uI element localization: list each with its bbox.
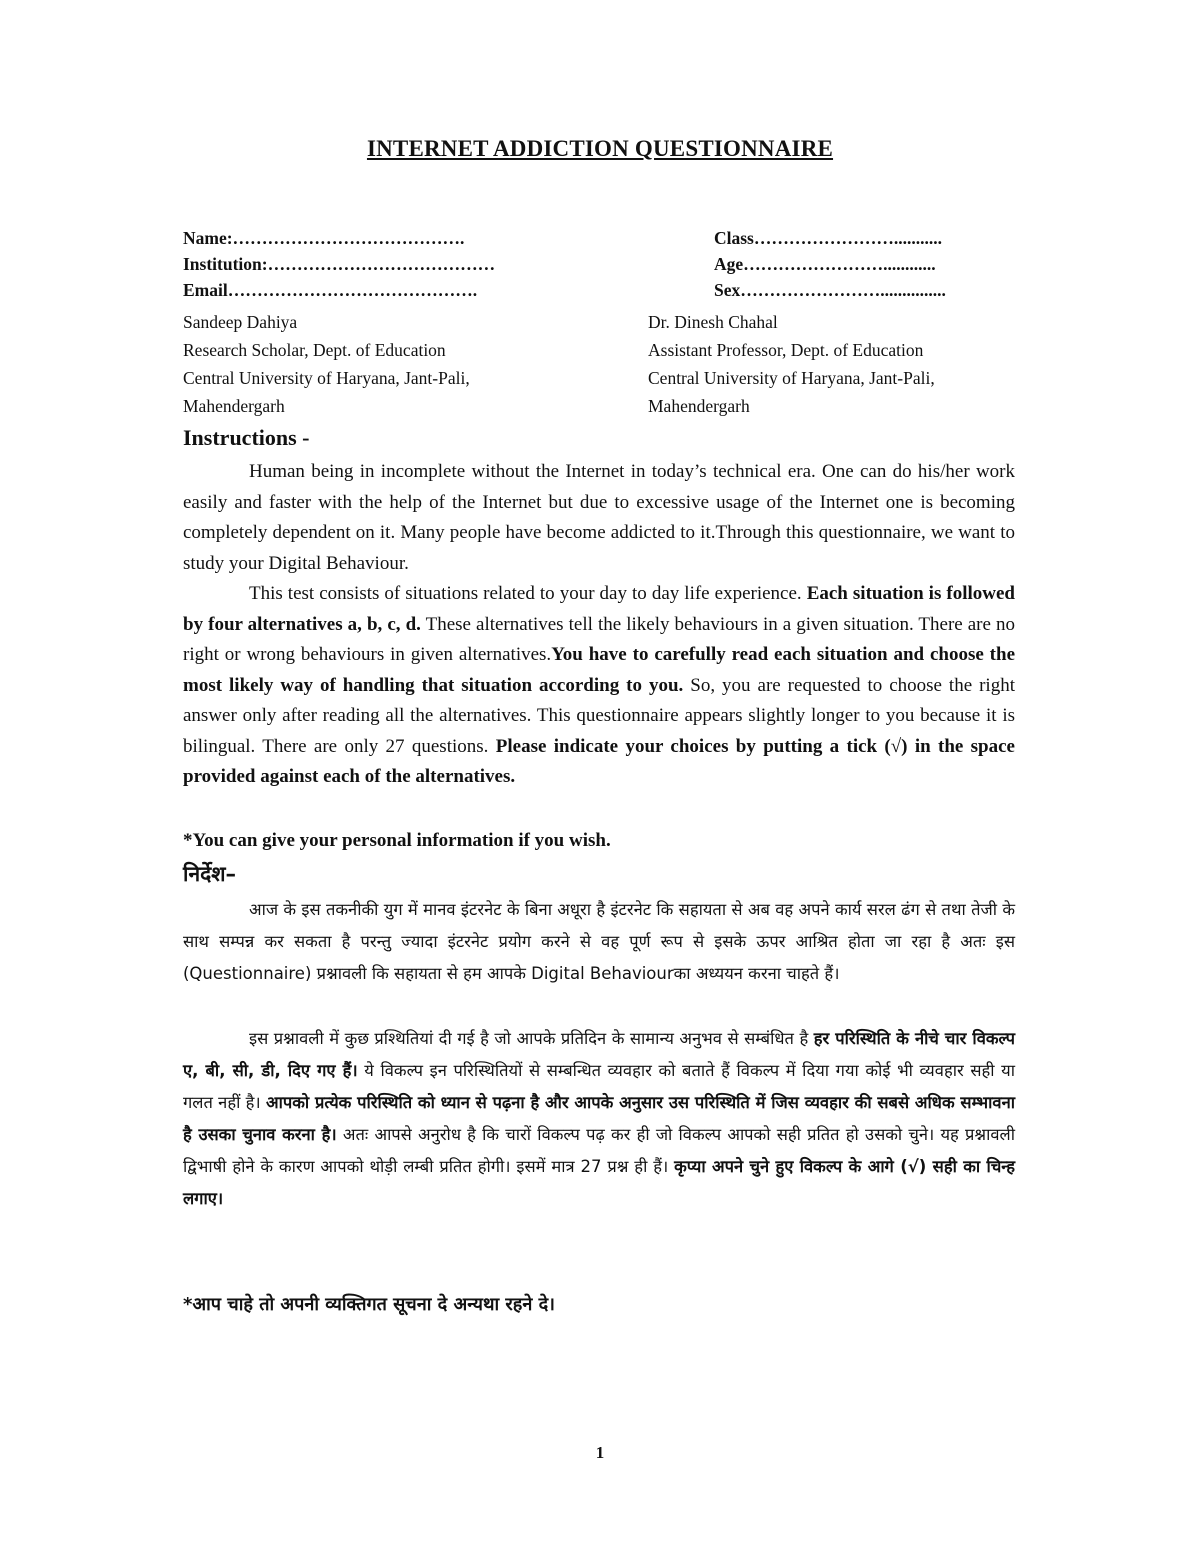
author-left-name: Sandeep Dahiya — [183, 312, 298, 332]
authors-block — [183, 312, 1023, 424]
page-title: INTERNET ADDICTION QUESTIONNAIRE — [366, 136, 834, 161]
instructions-paragraph-2: This test consists of situations related to your day to day life experience. Each situation is followed by four alternatives a, b, c, d. These alternatives tell the likely behaviours in a given situation. There are no right or wrong behaviours in given alternatives.You have to carefully read each situation and choose the most likely way of handling that situation according to you. So, you are requested to choose the right answer only after reading all the alternatives. This questionnaire appears slightly longer to you because it is bilingual. There are only 27 questions. Please indicate your choices by putting a tick (√) in the space provided against each of the alternatives. — [183, 583, 1016, 787]
sex-field: Sex……………………............... — [714, 280, 946, 300]
instructions-heading: Instructions - — [183, 425, 310, 450]
author-left-place: Mahendergarh — [183, 396, 285, 416]
author-right-name: Dr. Dinesh Chahal — [648, 312, 778, 332]
instructions-paragraph-1: Human being in incomplete without the Internet in today’s technical era. One can do his/her work easily and faster with the help of the Internet but due to excessive usage of the Internet one is becoming completely dependent on it. Many people have become addicted to it.Through this questionnaire, we want to study your Digital Behaviour. — [183, 461, 1015, 574]
age-field: Age……………………............ — [714, 254, 936, 274]
hindi-personal-info-note: *आप चाहे तो अपनी व्यक्तिगत सूचना दे अन्यथा रहने दे। — [183, 1294, 555, 1315]
name-field: Name:…………………………………. — [183, 228, 465, 248]
author-right-designation: Assistant Professor, Dept. of Education — [648, 340, 924, 360]
author-right-place: Mahendergarh — [648, 396, 750, 416]
institution-field: Institution:………………………………… — [183, 254, 496, 274]
hindi-paragraph-2: इस प्रश्नावली में कुछ प्रश्थितियां दी गई है जो आपके प्रतिदिन के सामान्य अनुभव से सम्बंधित है हर परिस्थिति के नीचे चार विकल्प ए, बी, सी, डी, दिए गए हैं। ये विकल्प इन परिस्थितियों से सम्बन्धित व्यवहार को बताते हैं विकल्प में दिया गया कोई भी व्यवहार सही या गलत नहीं है। आपको प्रत्येक परिस्थिति को ध्यान से पढ़ना है और आपके अनुसार उस परिस्थिति में जिस व्यवहार की सबसे अधिक सम्भावना है उसका चुनाव करना है। अतः आपसे अनुरोध है कि चारों विकल्प पढ़ कर ही जो विकल्प आपको सही प्रतित हो उसको चुने। यह प्रश्नावली द्विभाषी होने के कारण आपको थोड़ी लम्बी प्रतित होगी। इसमें मात्र 27 प्रश्न ही हैं। कृप्या अपने चुने हुए विकल्प के आगे (√) सही का चिन्ह लगाए। — [183, 1029, 1015, 1208]
class-field: Class……………………........... — [714, 228, 942, 248]
personal-info-fields — [183, 228, 1023, 306]
email-field: Email……………………………………. — [183, 280, 478, 300]
author-left-university: Central University of Haryana, Jant-Pali, — [183, 368, 470, 388]
hindi-instructions-heading: निर्देश– — [183, 862, 237, 886]
author-left-designation: Research Scholar, Dept. of Education — [183, 340, 446, 360]
hindi-paragraph-1: आज के इस तकनीकी युग में मानव इंटरनेट के बिना अधूरा है इंटरनेट कि सहायता से अब वह अपने कार्य सरल ढंग से तथा तेजी के साथ सम्पन्न कर सकता है परन्तु ज्यादा इंटरनेट प्रयोग करने से वह पूर्ण रूप से इसके ऊपर आश्रित होता जा रहा है अतः इस (Questionnaire) प्रश्नावली कि सहायता से हम आपके Digital Behaviourका अध्ययन करना चाहते हैं। — [183, 900, 1015, 983]
author-right-university: Central University of Haryana, Jant-Pali, — [648, 368, 935, 388]
page-number: 1 — [595, 1443, 605, 1462]
personal-info-note: *You can give your personal information if you wish. — [183, 830, 611, 851]
